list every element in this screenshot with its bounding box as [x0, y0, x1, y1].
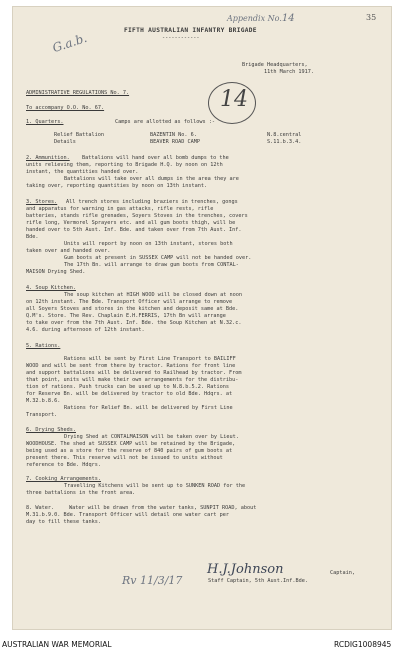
section-text: 4.6. during afternoon of 12th instant. [26, 327, 145, 333]
section-heading: 6. Drying Sheds. [26, 427, 76, 433]
section-text: reference to Bde. Hdqrs. [26, 462, 101, 468]
section-text: day to fill these tanks. [26, 519, 101, 525]
hq-line: Brigade Headquarters, [242, 62, 308, 68]
table-cell: N.8.central [267, 132, 302, 138]
section-text: Q.M's. Store. The Rev. Chaplain E.H.FERRIS, 17th Bn will arrange [26, 313, 226, 319]
section-text: on 12th instant. The Bde. Transport Officer will arrange to remove [26, 299, 233, 305]
table-cell: BEAVER ROAD CAMP [150, 139, 200, 145]
title-underline: ------------ [162, 35, 200, 41]
signature: H.J.Johnson [207, 562, 284, 577]
section-text: three battalions in the front area. [26, 490, 136, 496]
section-text: present there. This reserve will not be issued to units without [26, 455, 223, 461]
section-text: Battalions will take over all dumps in the area they are [64, 176, 239, 182]
section-text: Gum boots at present in SUSSEX CAMP will not be handed over. [64, 255, 252, 261]
section-heading: 4. Soup Kitchen. [26, 285, 76, 291]
table-cell: S.11.b.3.4. [267, 139, 302, 145]
section-text: taking over, reporting quantities by noon on 13th instant. [26, 183, 208, 189]
circled-number: 14 [208, 82, 256, 124]
section-text: tion of rations. Push trucks can be used up to N.8.b.5.2. Rations [26, 384, 230, 390]
accompany-line: To accompany O.O. No. 67. [26, 105, 105, 111]
signature-title: Staff Captain, 5th Aust.Inf.Bde. [208, 578, 308, 584]
section-heading: 1. Quarters. [26, 119, 64, 125]
page-number: 35 [366, 13, 377, 22]
section-text: Travelling Kitchens will be sent up to SUNKEN ROAD for the [64, 483, 246, 489]
section-text: that point, units will make their own arrangements for the distribu- [26, 377, 239, 383]
section-text: The soup kitchen at HIGH WOOD will be closed down at noon [64, 292, 243, 298]
section-text: MAISON Drying Shed. [26, 269, 86, 275]
archive-footer [0, 632, 403, 654]
section-text: and support battalions will be delivered to Railhead by tractor. From [26, 370, 242, 376]
date-line: 11th March 1917. [264, 69, 314, 75]
section-text: and apparatus for warning in gas attacks, rifle rests, rifle [26, 206, 214, 212]
section-text: Battalions will hand over all bomb dumps to the [82, 155, 229, 161]
section-text: Units will report by noon on 13th instant, stores both [64, 241, 233, 247]
signature-rank: Captain, [330, 570, 355, 576]
section-heading: 3. Stores. [26, 199, 58, 205]
section-text: for Reserve Bn. will be delivered by tractor to old Bde. Hdqrs. at [26, 391, 233, 397]
admin-heading: ADMINISTRATIVE REGULATIONS No. 7. [26, 90, 130, 96]
section-text: Camps are allotted as follows :- [115, 119, 215, 125]
section-text: M.31.b.9.0. Bde. Transport Officer will detail one water cart per [26, 512, 230, 518]
section-heading: 8. Water. [26, 505, 55, 511]
section-text: to take over from the 7th Aust. Inf. Bde. the Soup Kitchen at N.32.c. [26, 320, 242, 326]
section-text: The 17th Bn. will arrange to draw gum boots from CONTAL- [64, 262, 239, 268]
appendix-label: Appendix No.14 [227, 13, 295, 24]
initials-note: Rv 11/3/17 [122, 574, 183, 587]
section-text: batteries, stands rifle grenades, Soyers Stoves in the trenches, covers [26, 213, 248, 219]
document-page [12, 6, 392, 630]
section-text: Water will be drawn from the water tanks, SUNPIT ROAD, about [69, 505, 257, 511]
section-text: Drying Shed at CONTALMAISON will be taken over by Lieut. [64, 434, 239, 440]
section-heading: 7. Cooking Arrangements. [26, 476, 101, 482]
section-text: Transport. [26, 412, 58, 418]
section-text: being used as a store for the reserve of 840 pairs of gum boots at [26, 448, 233, 454]
table-cell: Details [54, 139, 76, 145]
section-text: M.32.b.8.6. [26, 398, 61, 404]
section-text: taken over and handed over. [26, 248, 111, 254]
section-heading: 2. Ammunition. [26, 155, 70, 161]
section-text: handed over to 5th Aust. Inf. Bde. and taken over from 7th Aust. Inf. [26, 227, 242, 233]
table-cell: Relief Battalion [54, 132, 104, 138]
table-cell: BAZENTIN No. 6. [150, 132, 197, 138]
section-text: rifle long, Vermorel Sprayers etc. and all gum boots thigh, will be [26, 220, 236, 226]
section-text: Rations for Relief Bn. will be delivered by First Line [64, 405, 233, 411]
section-text: units relieving them, reporting to Brigade H.Q. by noon on 12th [26, 162, 223, 168]
section-heading: 5. Rations. [26, 343, 61, 349]
document-title: FIFTH AUSTRALIAN INFANTRY BRIGADE [124, 27, 257, 34]
footer-right: RCDIG1008945 [334, 640, 392, 649]
margin-note: G.a.b. [50, 30, 89, 56]
section-text: All trench stores including braziers in trenches, gongs [66, 199, 238, 205]
section-text: Rations will be sent by First Line Transport to BAILIFF [64, 356, 236, 362]
section-text: WOOD and will be sent from there by tractor. Rations for front line [26, 363, 236, 369]
section-text: instant, the quantities handed over. [26, 169, 139, 175]
footer-left: AUSTRALIAN WAR MEMORIAL [2, 640, 112, 649]
section-text: all Soyers Stoves and stores in the kitchen and deposit same at Bde. [26, 306, 239, 312]
section-text: Bde. [26, 234, 39, 240]
section-text: WOODHOUSE. The shed at SUSSEX CAMP will be retained by the Brigade, [26, 441, 236, 447]
